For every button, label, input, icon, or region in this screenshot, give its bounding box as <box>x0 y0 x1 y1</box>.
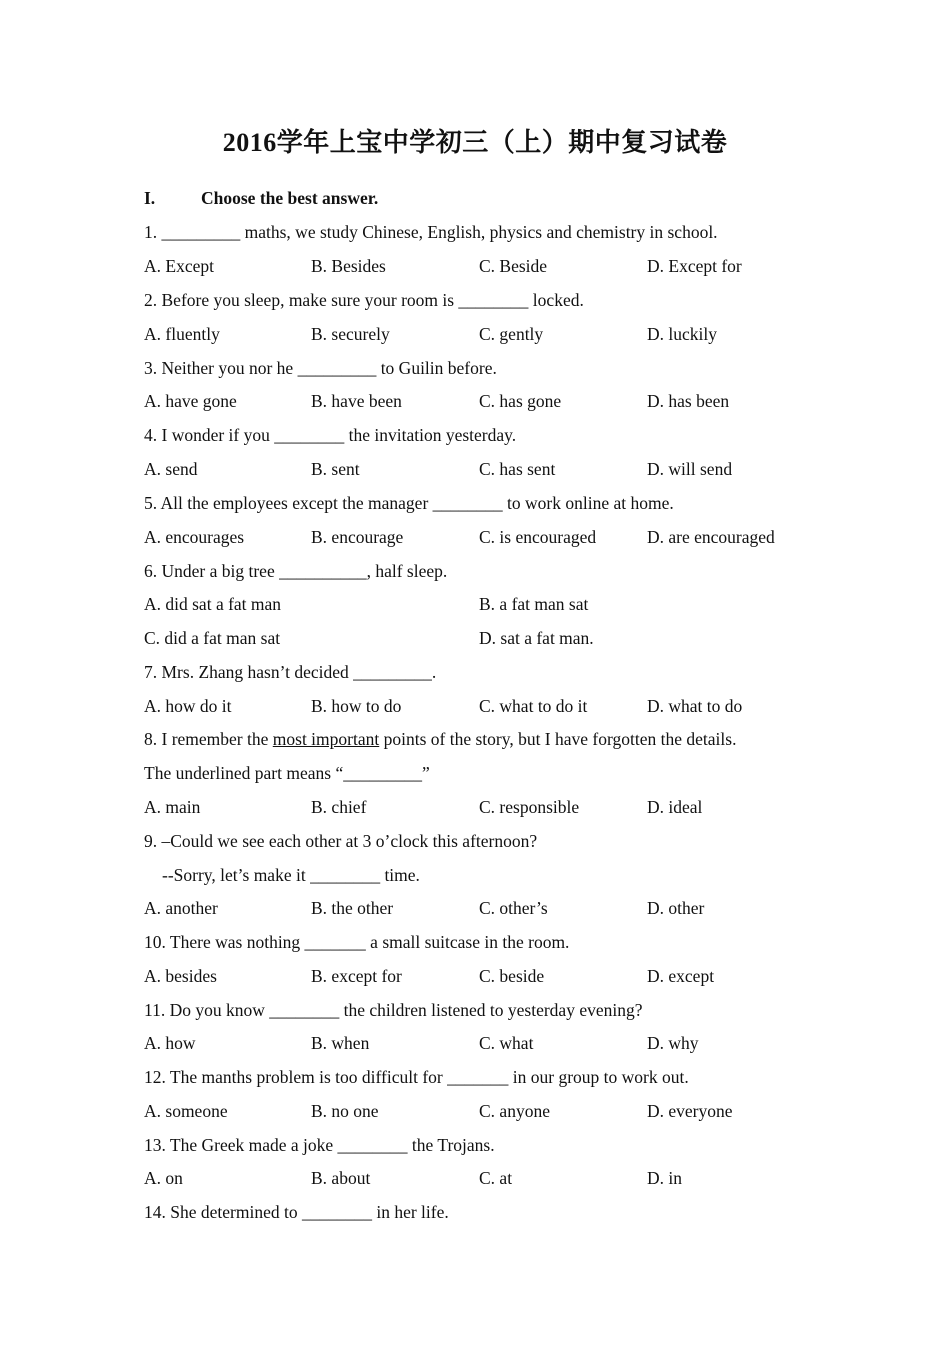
q9-option-a: A. another <box>144 898 218 918</box>
q6-option-a: A. did sat a fat man <box>144 594 282 614</box>
q12-option-a: A. someone <box>144 1101 228 1121</box>
question-3-stem: 3. Neither you nor he _________ to Guilin before. <box>144 358 497 378</box>
question-8-stem <box>144 729 736 750</box>
q13-option-a: A. on <box>144 1168 183 1188</box>
q11-option-b: B. when <box>311 1033 370 1053</box>
q3-option-b: B. have been <box>311 391 402 411</box>
q3-option-a: A. have gone <box>144 391 237 411</box>
q2-option-b: B. securely <box>311 324 390 344</box>
q6-option-b: B. a fat man sat <box>479 594 589 614</box>
q2-option-d: D. luckily <box>647 324 717 344</box>
question-8-stem-line2: The underlined part means “_________” <box>144 763 430 783</box>
q11-option-a: A. how <box>144 1033 196 1053</box>
q1-option-a: A. Except <box>144 256 214 276</box>
q4-option-c: C. has sent <box>479 459 556 479</box>
q10-option-d: D. except <box>647 966 715 986</box>
question-6-stem: 6. Under a big tree __________, half sleep. <box>144 561 448 581</box>
question-14-stem: 14. She determined to ________ in her life. <box>144 1202 449 1222</box>
q1-option-c: C. Beside <box>479 256 548 276</box>
q6-option-d: D. sat a fat man. <box>479 628 594 648</box>
q1-option-d: D. Except for <box>647 256 742 276</box>
q5-option-b: B. encourage <box>311 527 404 547</box>
q8-option-c: C. responsible <box>479 797 580 817</box>
section-heading <box>144 188 378 209</box>
q9-option-d: D. other <box>647 898 705 918</box>
q7-option-c: C. what to do it <box>479 696 588 716</box>
q8-option-d: D. ideal <box>647 797 703 817</box>
question-9-stem-line2: --Sorry, let’s make it ________ time. <box>162 865 420 885</box>
question-12-stem: 12. The manths problem is too difficult for _______ in our group to work out. <box>144 1067 689 1087</box>
question-1-stem: 1. _________ maths, we study Chinese, English, physics and chemistry in school. <box>144 222 718 242</box>
q11-option-d: D. why <box>647 1033 699 1053</box>
question-7-stem: 7. Mrs. Zhang hasn’t decided _________. <box>144 662 437 682</box>
q4-option-b: B. sent <box>311 459 360 479</box>
section-number: I. <box>144 188 156 208</box>
q12-option-b: B. no one <box>311 1101 379 1121</box>
q1-option-b: B. Besides <box>311 256 386 276</box>
q2-option-a: A. fluently <box>144 324 220 344</box>
q9-option-c: C. other’s <box>479 898 548 918</box>
q8-stem-start: 8. I remember the <box>144 729 273 749</box>
question-2-stem: 2. Before you sleep, make sure your room is ________ locked. <box>144 290 584 310</box>
q7-option-b: B. how to do <box>311 696 402 716</box>
q8-option-b: B. chief <box>311 797 367 817</box>
q6-option-c: C. did a fat man sat <box>144 628 281 648</box>
question-10-stem: 10. There was nothing _______ a small suitcase in the room. <box>144 932 570 952</box>
question-9-stem: 9. –Could we see each other at 3 o’clock this afternoon? <box>144 831 538 851</box>
q5-option-d: D. are encouraged <box>647 527 775 547</box>
page-title: 2016学年上宝中学初三（上）期中复习试卷 <box>222 128 728 157</box>
question-5-stem: 5. All the employees except the manager ________ to work online at home. <box>144 493 674 513</box>
q4-option-a: A. send <box>144 459 198 479</box>
q11-option-c: C. what <box>479 1033 534 1053</box>
q5-option-c: C. is encouraged <box>479 527 597 547</box>
q7-option-d: D. what to do <box>647 696 743 716</box>
section-label: Choose the best answer. <box>201 188 379 208</box>
q8-underlined-phrase: most important <box>272 729 380 749</box>
q12-option-d: D. everyone <box>647 1101 733 1121</box>
q13-option-c: C. at <box>479 1168 513 1188</box>
q4-option-d: D. will send <box>647 459 733 479</box>
q10-option-b: B. except for <box>311 966 402 986</box>
q2-option-c: C. gently <box>479 324 544 344</box>
q13-option-b: B. about <box>311 1168 371 1188</box>
question-4-stem: 4. I wonder if you ________ the invitation yesterday. <box>144 425 517 445</box>
q10-option-c: C. beside <box>479 966 545 986</box>
q7-option-a: A. how do it <box>144 696 232 716</box>
q8-stem-end: points of the story, but I have forgotten the details. <box>379 729 737 749</box>
q5-option-a: A. encourages <box>144 527 245 547</box>
question-11-stem: 11. Do you know ________ the children listened to yesterday evening? <box>144 1000 643 1020</box>
question-13-stem: 13. The Greek made a joke ________ the Trojans. <box>144 1135 495 1155</box>
q12-option-c: C. anyone <box>479 1101 550 1121</box>
q8-option-a: A. main <box>144 797 201 817</box>
q3-option-c: C. has gone <box>479 391 562 411</box>
q13-option-d: D. in <box>647 1168 682 1188</box>
q9-option-b: B. the other <box>311 898 394 918</box>
q10-option-a: A. besides <box>144 966 217 986</box>
q3-option-d: D. has been <box>647 391 730 411</box>
